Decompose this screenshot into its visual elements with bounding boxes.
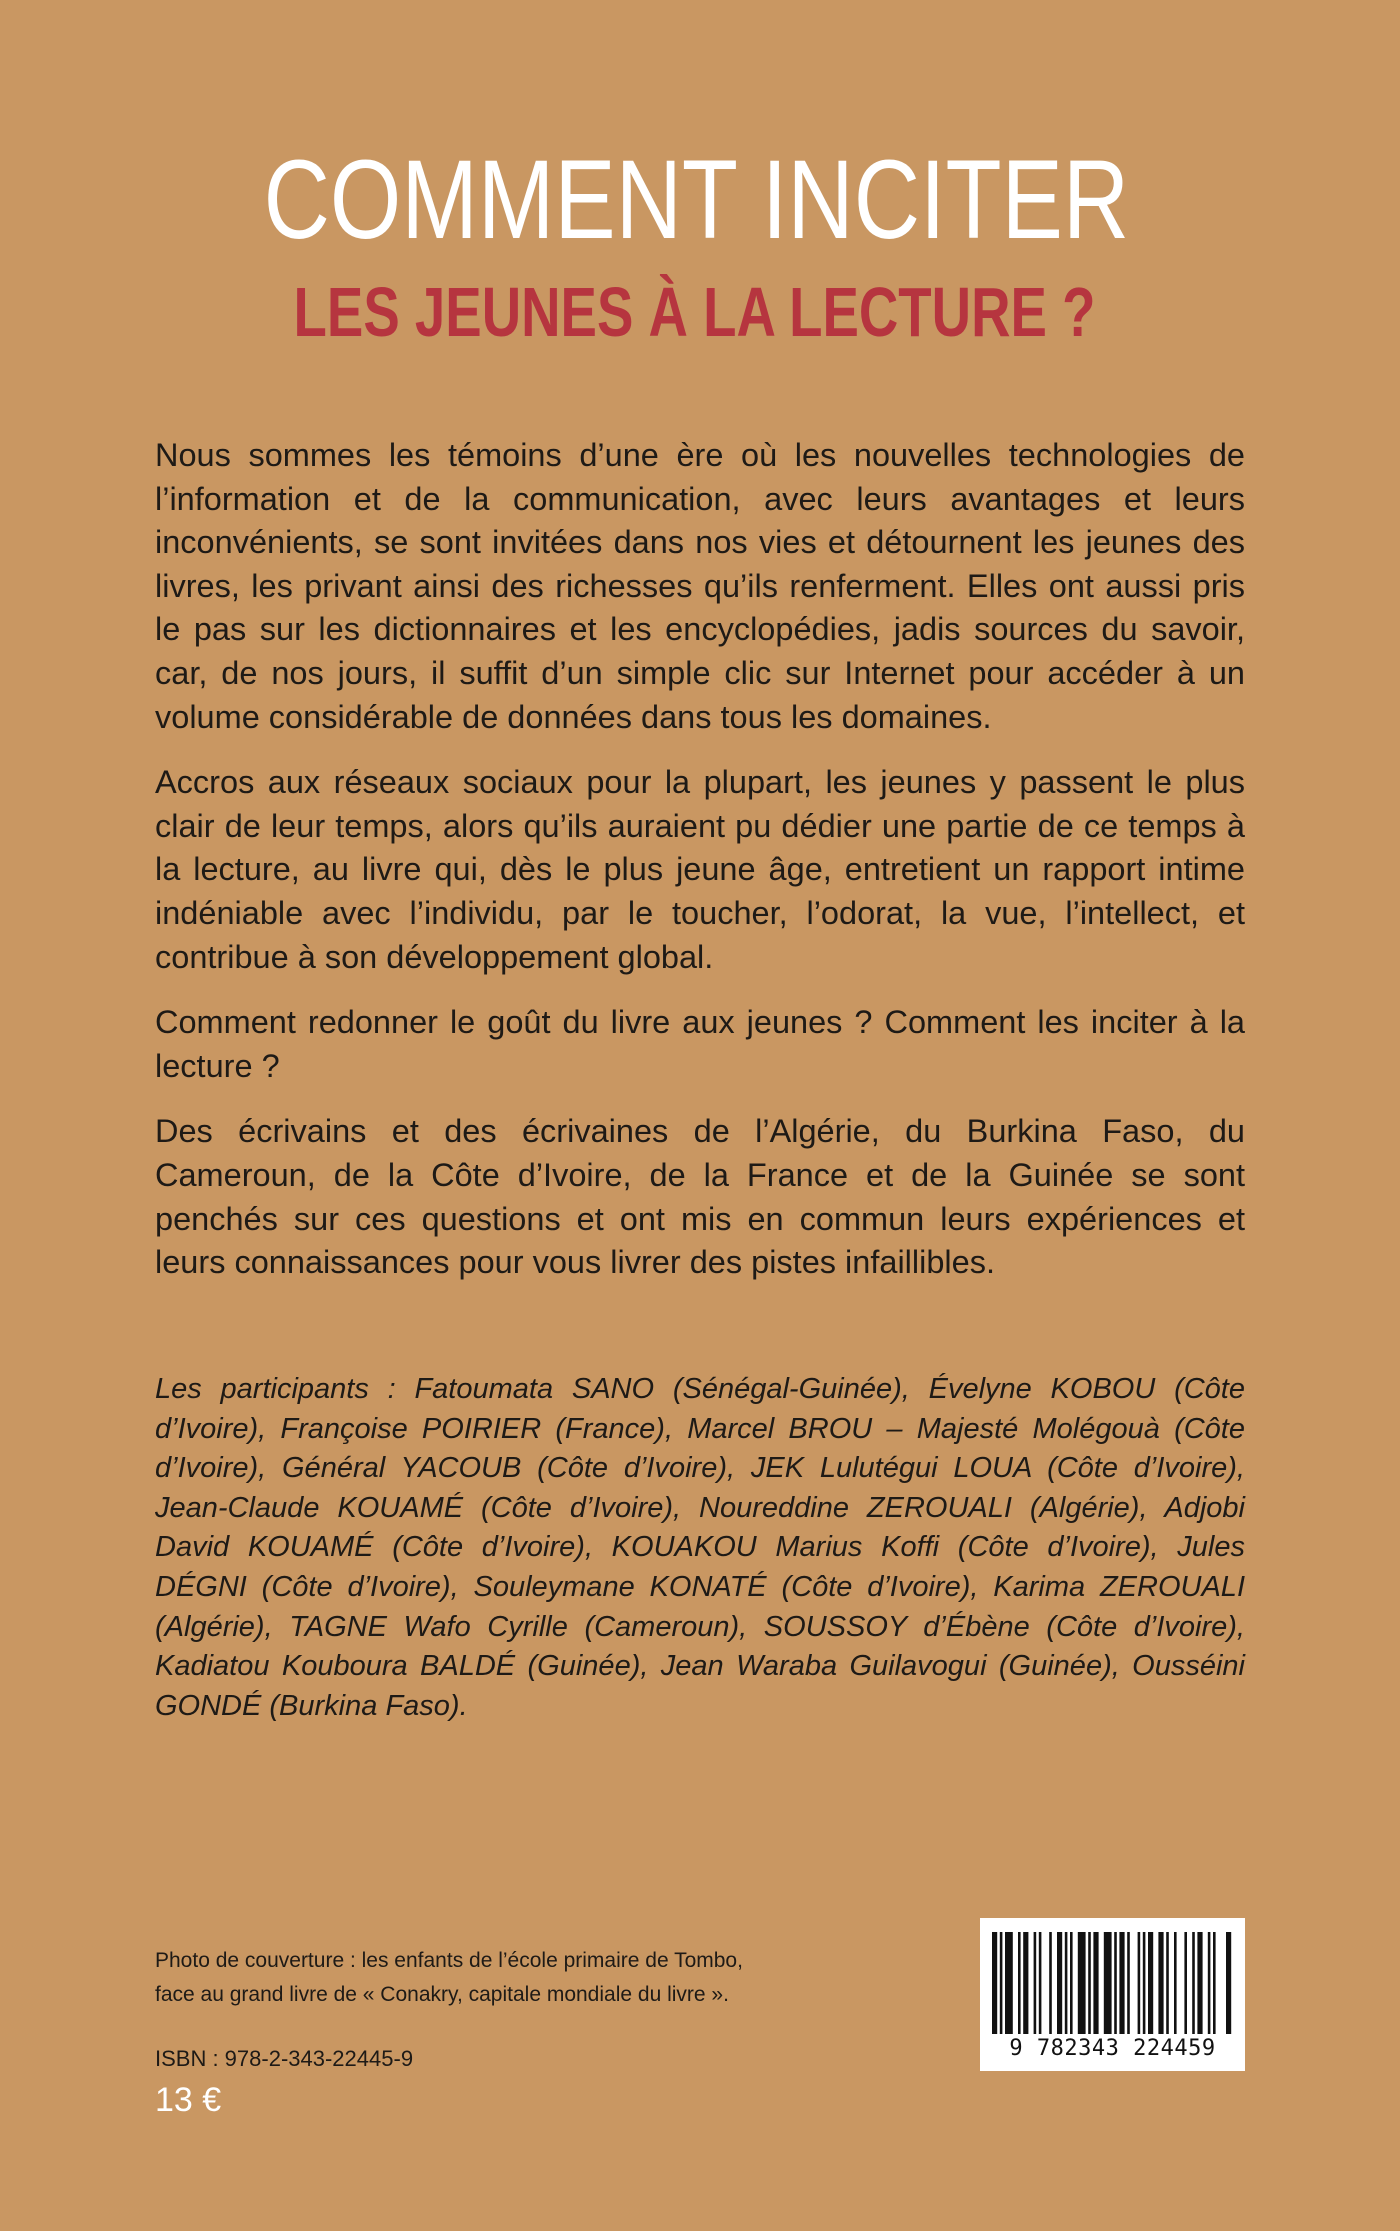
barcode-bar: [1184, 1932, 1187, 2034]
barcode-bar: [1000, 1932, 1003, 2034]
barcode-bar: [1078, 1932, 1086, 2034]
barcode-bar: [1143, 1932, 1146, 2034]
barcode-bar: [1070, 1932, 1073, 2034]
barcode-bar: [1148, 1932, 1153, 2034]
barcode-bar: [1226, 1932, 1231, 2034]
synopsis-paragraph: Nous sommes les témoins d’une ère où les nouvelles technologies de l’information et de la communication, avec leurs avantages et leurs inconvénients, se sont invitées dans nos vies et détournent les jeunes des livres, les privant ainsi des richesses qu’ils renferment. Elles ont aussi pris le pas sur les dictionnaires et les encyclopédies, jadis sources du savoir, car, de nos jours, il suffit d’un simple clic sur Internet pour accéder à un volume considérable de données dans tous les domaines.: [155, 437, 1245, 735]
barcode-bar: [1088, 1932, 1091, 2034]
barcode-bar: [1018, 1932, 1021, 2034]
barcode-bar: [1158, 1932, 1163, 2034]
participants-list: Les participants : Fatoumata SANO (Sénégal-Guinée), Évelyne KOBOU (Côte d’Ivoire), Françoise POIRIER (France), Marcel BROU – Majesté Molégouà (Côte d’Ivoire), Général YACOUB (Côte d’Ivoire), JEK Lulutégui LOUA (Côte d’Ivoire), Jean-Claude KOUAMÉ (Côte d’Ivoire), Noureddine ZEROUALI (Algérie), Adjobi David KOUAMÉ (Côte d’Ivoire), KOUAKOU Marius Koffi (Côte d’Ivoire), Jules DÉGNI (Côte d’Ivoire), Souleymane KONATÉ (Côte d’Ivoire), Karima ZEROUALI (Algérie), TAGNE Wafo Cyrille (Cameroun), SOUSSOY d’Ébène (Côte d’Ivoire), Kadiatou Kouboura BALDÉ (Guinée), Jean Waraba Guilavogui (Guinée), Ousséini GONDÉ (Burkina Faso).: [155, 1373, 1245, 1722]
synopsis: [155, 434, 1245, 1307]
barcode-bar: [1065, 1932, 1068, 2034]
photo-credit-line: face au grand livre de « Conakry, capitale mondiale du livre ».: [155, 1983, 729, 2006]
synopsis-paragraph: Accros aux réseaux sociaux pour la plupart, les jeunes y passent le plus clair de leur temps, alors qu’ils auraient pu dédier une partie de ce temps à la lecture, au livre qui, dès le plus jeune âge, entretient un rapport intime indéniable avec l’individu, par le toucher, l’odorat, la vue, l’intellect, et contribue à son développement global.: [155, 764, 1245, 975]
barcode-bar: [1114, 1932, 1117, 2034]
barcode-bar: [1034, 1932, 1037, 2034]
barcode-bar: [1023, 1932, 1028, 2034]
barcode-bar: [1119, 1932, 1124, 2034]
barcode-bar: [1093, 1932, 1098, 2034]
barcode-bar: [1138, 1932, 1141, 2034]
barcode-bar: [1005, 1932, 1013, 2034]
barcode: [980, 1918, 1245, 2071]
barcode-digits: 9 782343 224459: [1009, 2036, 1216, 2061]
book-title: COMMENT INCITER: [263, 137, 1130, 262]
barcode-bar: [1039, 1932, 1042, 2034]
barcode-bar: [1208, 1932, 1211, 2034]
barcode-bar: [1213, 1932, 1216, 2034]
barcode-bar: [1049, 1932, 1052, 2034]
barcode-bar: [1166, 1932, 1169, 2034]
barcode-bar: [1197, 1932, 1202, 2034]
barcode-bar: [992, 1932, 997, 2034]
barcode-bar: [1127, 1932, 1130, 2034]
barcode-bar: [1192, 1932, 1195, 2034]
synopsis-paragraph: Des écrivains et des écrivaines de l’Algérie, du Burkina Faso, du Cameroun, de la Côte d’Ivoire, de la France et de la Guinée se sont penchés sur ces questions et ont mis en commun leurs expériences et leurs connaissances pour vous livrer des pistes infaillibles.: [155, 1113, 1245, 1281]
barcode-bar: [1174, 1932, 1177, 2034]
book-subtitle: LES JEUNES À LA LECTURE ?: [293, 273, 1096, 351]
isbn: ISBN : 978-2-343-22445-9: [155, 2046, 414, 2071]
synopsis-paragraph: Comment redonner le goût du livre aux jeunes ? Comment les inciter à la lecture ?: [155, 1004, 1245, 1084]
price: 13 €: [155, 2081, 222, 2119]
photo-credit: [155, 1944, 955, 2012]
photo-credit-line: Photo de couverture : les enfants de l’école primaire de Tombo,: [155, 1949, 743, 1972]
barcode-bar: [1057, 1932, 1062, 2034]
barcode-bar: [1104, 1932, 1112, 2034]
